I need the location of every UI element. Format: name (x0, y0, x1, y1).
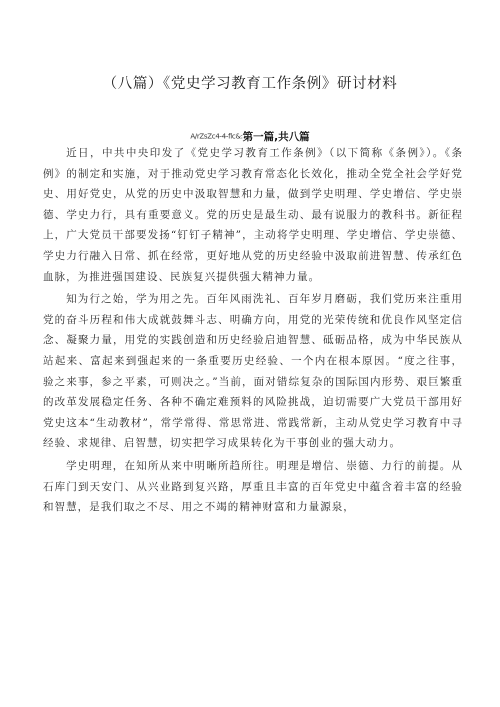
section-stamp: A/rZsZc4-4-flc&: (190, 132, 243, 141)
paragraph: 近日，中共中央印发了《党史学习教育工作条例》（以下简称《条例》）。《条例》的制定和实施，对于推动党史学习教育常态化长效化，推动全党全社会学好党史、用好党史，从党的历史中汲取智慧和力量，做到学史明理、学史增信、学史崇德、学史力行，具有重要意义。党的历史是最生动、最有说服力的教科书。新征程上，广大党员干部要发扬“钉钉子精神”，主动将学史明理、学史增信、学史崇德、学史力行融入日常、抓在经常，更好地从党的历史经验中汲取前进智慧、传承红色血脉，为推进强国建设、民族复兴提供强大精神力量。 (43, 147, 463, 283)
section-label: 第一篇,共八篇 (242, 131, 310, 143)
paragraph: 知为行之始，学为用之先。百年风雨洗礼、百年岁月磨砺，我们党历来注重用党的奋斗历程和伟大成就鼓舞斗志、明确方向，用党的光荣传统和优良作风坚定信念、凝聚力量，用党的实践创造和历史经验启迪智慧、砥砺品格，成为中华民族从站起来、富起来到强起来的一条重要历史经验、一个内在根本原因。“度之往事，验之来事，参之平素，可则决之。”当前，面对错综复杂的国际国内形势、艰巨繁重的改革发展稳定任务、各种不确定难预料的风险挑战，迫切需要广大党员干部用好党史这本“生动教材”，常学常得、常思常进、常践常新，主动从党史学习教育中寻经验、求规律、启智慧，切实把学习成果转化为干事创业的强大动力。 (43, 293, 463, 450)
paragraph: 学史明理，在知所从来中明晰所趋所往。明理是增信、崇德、力行的前提。从石库门到天安门、从兴业路到复兴路，厚重且丰富的百年党史中蕴含着丰富的经验和智慧，是我们取之不尽、用之不竭的精神财富和力量源泉， (43, 459, 463, 514)
document-title: （八篇）《党史学习教育工作条例》研讨材料 (102, 76, 398, 92)
document-body (43, 143, 463, 520)
